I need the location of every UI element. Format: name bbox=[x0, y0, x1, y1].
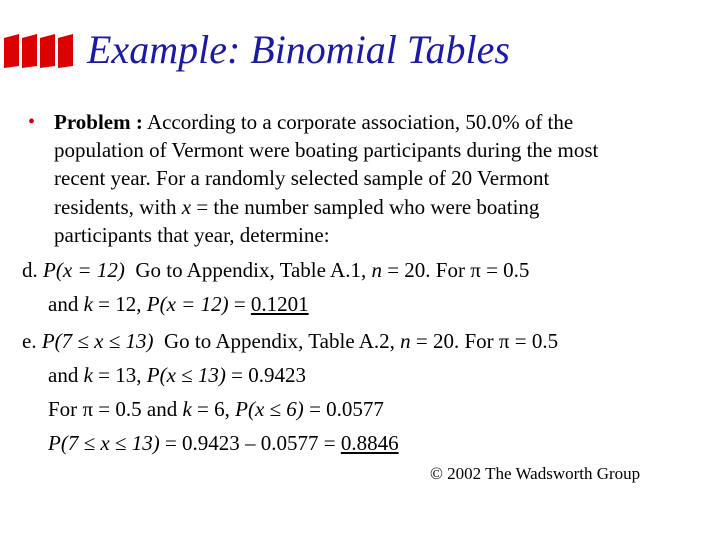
problem-text-2: population of Vermont were boating participants during the most bbox=[54, 138, 599, 162]
part-e-result-2: = 0.9423 bbox=[231, 363, 307, 387]
part-e-expression-2: P(x ≤ 13) bbox=[146, 363, 226, 387]
part-e-expression-3: P(x ≤ 6) bbox=[235, 397, 304, 421]
part-e-text-1: Go to Appendix, Table A.2, bbox=[164, 329, 395, 353]
part-e-answer: 0.8846 bbox=[340, 431, 399, 455]
problem-text-3: recent year. For a randomly selected sample of 20 Vermont bbox=[54, 166, 550, 190]
part-e-k-2: k bbox=[182, 397, 192, 421]
part-d-text-3: = 0.5 bbox=[486, 258, 530, 282]
slide-title: Example: Binomial Tables bbox=[87, 27, 510, 72]
bullet-icon: • bbox=[28, 111, 36, 133]
part-e-and: and bbox=[48, 363, 79, 387]
part-e-k: k bbox=[83, 363, 93, 387]
part-e-text-3: = 0.5 bbox=[514, 329, 559, 353]
problem-line-2 bbox=[54, 136, 598, 164]
part-d-pi: π bbox=[470, 258, 481, 282]
problem-variable-x: x bbox=[181, 195, 192, 219]
part-d-answer: 0.1201 bbox=[250, 292, 309, 316]
part-d-and: and bbox=[48, 292, 79, 316]
part-e-for: For bbox=[48, 397, 78, 421]
copyright-footer: © 2002 The Wadsworth Group bbox=[430, 464, 641, 483]
problem-text-1: According to a corporate association, 50.0% of the bbox=[146, 110, 574, 134]
part-e-line-3 bbox=[48, 395, 384, 423]
problem-line-4 bbox=[54, 193, 539, 221]
problem-text-4b: = the number sampled who were boating bbox=[196, 195, 540, 219]
part-d-equals: = bbox=[233, 292, 246, 316]
part-d-letter: d. bbox=[22, 258, 38, 282]
part-d-k: k bbox=[83, 292, 93, 316]
part-d-line-2 bbox=[48, 290, 309, 318]
part-e-letter: e. bbox=[22, 329, 37, 353]
part-e-pi: π bbox=[498, 329, 510, 353]
part-e-subtraction: = 0.9423 – 0.0577 = bbox=[164, 431, 336, 455]
problem-label: Problem : bbox=[54, 110, 143, 134]
part-d-k-value: = 12, bbox=[98, 292, 142, 316]
part-e-k-value-2: = 6, bbox=[197, 397, 230, 421]
part-e-expression-4: P(7 ≤ x ≤ 13) bbox=[48, 431, 160, 455]
part-d-text-1: Go to Appendix, Table A.1, bbox=[135, 258, 367, 282]
part-e-n: n bbox=[400, 329, 411, 353]
part-e-line-2 bbox=[48, 361, 306, 389]
problem-text-4a: residents, with bbox=[54, 195, 177, 219]
part-e-text-4: = 0.5 and bbox=[98, 397, 178, 421]
part-d-text-2: = 20. For bbox=[387, 258, 465, 282]
part-d-expression: P(x = 12) bbox=[43, 258, 125, 282]
part-d-line-1 bbox=[22, 256, 529, 284]
slide-logo-icon bbox=[2, 34, 76, 68]
part-e-line-4 bbox=[48, 429, 399, 457]
part-d-expression-2: P(x = 12) bbox=[146, 292, 229, 316]
problem-line-5 bbox=[54, 221, 330, 249]
part-e-k-value: = 13, bbox=[98, 363, 142, 387]
part-e-pi-2: π bbox=[82, 397, 94, 421]
part-e-expression: P(7 ≤ x ≤ 13) bbox=[41, 329, 154, 353]
problem-text-5: participants that year, determine: bbox=[54, 223, 330, 247]
part-e-text-2: = 20. For bbox=[415, 329, 494, 353]
problem-line-3 bbox=[54, 164, 549, 192]
part-d-n: n bbox=[371, 258, 382, 282]
part-e-line-1 bbox=[22, 327, 558, 355]
part-e-result-3: = 0.0577 bbox=[309, 397, 384, 421]
problem-line-1 bbox=[54, 108, 573, 136]
